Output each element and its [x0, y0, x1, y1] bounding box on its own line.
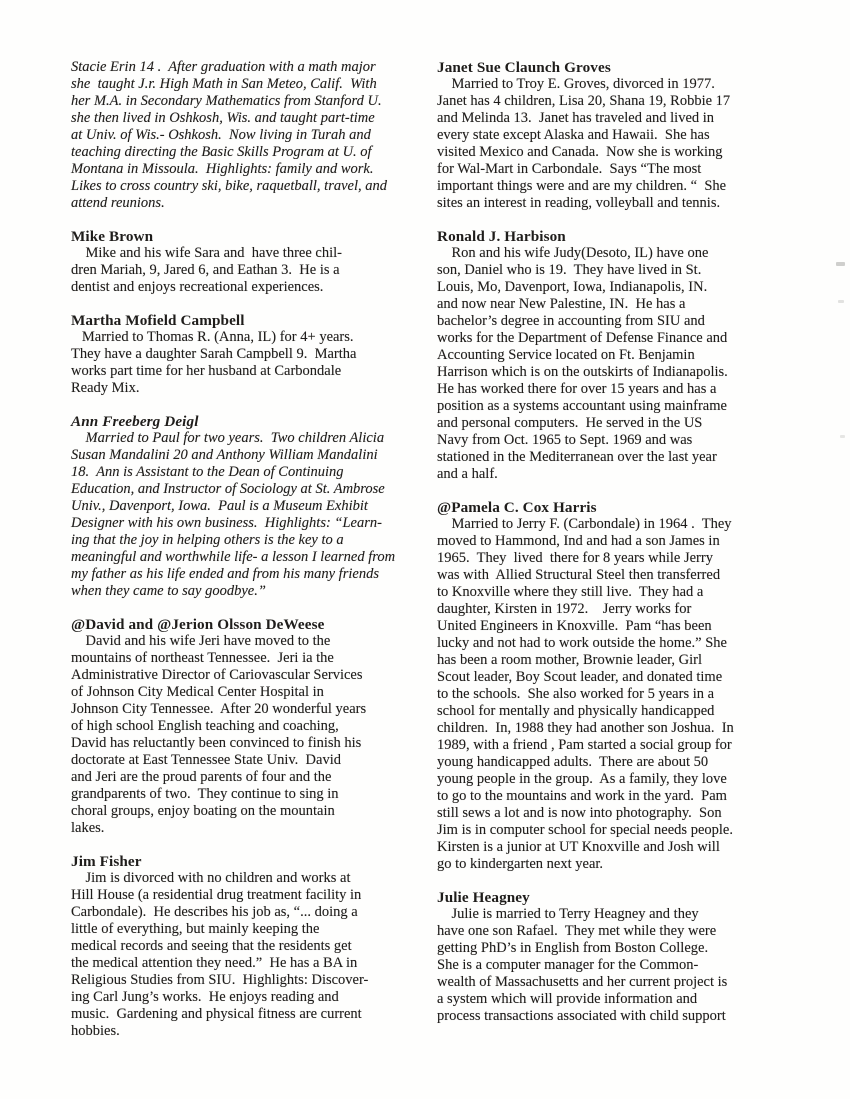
text-line: works part time for her husband at Carbondale [71, 363, 342, 379]
bio-section [71, 616, 427, 837]
text-line: United Engineers in Knoxville. Pam “has been [437, 618, 712, 634]
text-line: Mike and his wife Sara and have three chil- [71, 245, 342, 261]
text-line: Jim is in computer school for special needs people. [437, 822, 733, 838]
text-line: medical records and seeing that the residents get [71, 938, 352, 954]
text-line: Education, and Instructor of Sociology at St. Ambrose [71, 481, 385, 497]
text-line: works for the Department of Defense Finance and [437, 330, 728, 346]
text-line: attend reunions. [71, 195, 165, 211]
bio-heading: Ann Freeberg Deigl [71, 413, 199, 430]
text-line: hobbies. [71, 1023, 120, 1039]
text-line: stationed in the Mediterranean over the last year [437, 449, 717, 465]
text-line: when they came to say goodbye.” [71, 583, 266, 599]
text-line: little of everything, but mainly keeping the [71, 921, 320, 937]
text-line: Montana in Missoula. Highlights: family and work. [71, 161, 374, 177]
right-text-column [437, 59, 793, 1041]
bio-section [71, 312, 427, 397]
text-line: 18. Ann is Assistant to the Dean of Continuing [71, 464, 344, 480]
text-line: David has reluctantly been convinced to finish his [71, 735, 362, 751]
bio-section [71, 413, 427, 600]
text-line: Married to Paul for two years. Two children Alicia [71, 430, 385, 446]
text-line: moved to Hammond, Ind and had a son James in [437, 533, 720, 549]
text-line: Susan Mandalini 20 and Anthony William Mandalini [71, 447, 378, 463]
text-line: was with Allied Structural Steel then transferred [437, 567, 721, 583]
text-line: has been a room mother, Brownie leader, Girl [437, 652, 702, 668]
text-line: Louis, Mo, Davenport, Iowa, Indianapolis, IN. [437, 279, 708, 295]
text-line: He has worked there for over 15 years and has a [437, 381, 717, 397]
text-line: have one son Rafael. They met while they were [437, 923, 717, 939]
bio-section [71, 59, 427, 212]
text-line: son, Daniel who is 19. They have lived in St. [437, 262, 702, 278]
text-line: Likes to cross country ski, bike, raquetball, travel, and [71, 178, 387, 194]
text-line: important things were and are my children. “ She [437, 178, 727, 194]
bio-section [437, 59, 793, 212]
text-line: a system which will provide information and [437, 991, 698, 1007]
text-line: 1989, with a friend , Pam started a social group for [437, 737, 732, 753]
text-line: Jim is divorced with no children and works at [71, 870, 351, 886]
text-line: children. In, 1988 they had another son Joshua. In [437, 720, 734, 736]
bio-section [437, 499, 793, 873]
text-line: lucky and not had to work outside the home.” She [437, 635, 727, 651]
text-line: and Jeri are the proud parents of four and the [71, 769, 332, 785]
text-line: school for mentally and physically handicapped [437, 703, 715, 719]
text-line: and Melinda 13. Janet has traveled and lived in [437, 110, 715, 126]
text-line: young handicapped adults. There are about 50 [437, 754, 709, 770]
text-line: Harrison which is on the outskirts of Indianapolis. [437, 364, 728, 380]
bio-heading: Mike Brown [71, 228, 154, 245]
text-line: 1965. They lived there for 8 years while Jerry [437, 550, 713, 566]
text-line: bachelor’s degree in accounting from SIU and [437, 313, 705, 329]
text-line: she then lived in Oshkosh, Wis. and taught part-time [71, 110, 375, 126]
text-line: and personal computers. He served in the US [437, 415, 703, 431]
text-line: and now near New Palestine, IN. He has a [437, 296, 686, 312]
text-line: Univ., Davenport, Iowa. Paul is a Museum Exhibit [71, 498, 368, 514]
text-line: Administrative Director of Cariovascular Services [71, 667, 363, 683]
text-line: Designer with his own business. Highlights: “Learn- [71, 515, 382, 531]
text-line: Julie is married to Terry Heagney and they [437, 906, 699, 922]
scan-artifact [836, 262, 845, 266]
text-line: Johnson City Tennessee. After 20 wonderful years [71, 701, 367, 717]
text-line: teaching directing the Basic Skills Program at U. of [71, 144, 372, 160]
text-line: young people in the group. As a family, they love [437, 771, 727, 787]
text-line: Carbondale). He describes his job as, “... doing a [71, 904, 358, 920]
bio-heading: Julie Heagney [437, 889, 530, 906]
text-line: She is a computer manager for the Common- [437, 957, 699, 973]
text-line: at Univ. of Wis.- Oshkosh. Now living in Turah and [71, 127, 371, 143]
bio-heading: Janet Sue Claunch Groves [437, 59, 611, 76]
text-line: still sews a lot and is now into photography. Son [437, 805, 722, 821]
left-text-column [71, 59, 427, 1056]
text-line: every state except Alaska and Hawaii. She has [437, 127, 710, 143]
text-line: Married to Troy E. Groves, divorced in 1977. [437, 76, 715, 92]
scan-artifact [838, 300, 844, 303]
text-line: Accounting Service located on Ft. Benjamin [437, 347, 695, 363]
text-line: for Wal-Mart in Carbondale. Says “The most [437, 161, 702, 177]
text-line: daughter, Kirsten in 1972. Jerry works for [437, 601, 692, 617]
text-line: meaningful and worthwhile life- a lesson I learned from [71, 549, 396, 565]
text-line: position as a systems accountant using mainframe [437, 398, 727, 414]
bio-section [437, 889, 793, 1025]
text-line: process transactions associated with child support [437, 1008, 726, 1024]
text-line: grandparents of two. They continue to sing in [71, 786, 339, 802]
text-line: Kirsten is a junior at UT Knoxville and Josh will [437, 839, 720, 855]
text-line: visited Mexico and Canada. Now she is working [437, 144, 723, 160]
text-line: doctorate at East Tennessee State Univ. David [71, 752, 341, 768]
text-line: to Knoxville where they still live. They had a [437, 584, 704, 600]
text-line: dren Mariah, 9, Jared 6, and Eathan 3. He is a [71, 262, 340, 278]
text-line: the medical attention they need.” He has a BA in [71, 955, 358, 971]
bio-section [71, 853, 427, 1040]
text-line: of high school English teaching and coaching, [71, 718, 339, 734]
text-line: Hill House (a residential drug treatment facility in [71, 887, 362, 903]
bio-heading: Martha Mofield Campbell [71, 312, 245, 329]
text-line: choral groups, enjoy boating on the mountain [71, 803, 335, 819]
text-line: music. Gardening and physical fitness are current [71, 1006, 362, 1022]
text-line: Scout leader, Boy Scout leader, and donated time [437, 669, 723, 685]
bio-heading: @David and @Jerion Olsson DeWeese [71, 616, 325, 633]
text-line: mountains of northeast Tennessee. Jeri ia the [71, 650, 334, 666]
text-line: of Johnson City Medical Center Hospital in [71, 684, 324, 700]
text-line: and a half. [437, 466, 498, 482]
bio-section [71, 228, 427, 296]
text-line: go to kindergarten next year. [437, 856, 604, 872]
text-line: ing Carl Jung’s works. He enjoys reading and [71, 989, 339, 1005]
text-line: getting PhD’s in English from Boston College. [437, 940, 709, 956]
text-line: my father as his life ended and from his many friends [71, 566, 379, 582]
scan-artifact [840, 435, 845, 438]
text-line: sites an interest in reading, volleyball and tennis. [437, 195, 721, 211]
bio-heading: Jim Fisher [71, 853, 142, 870]
text-line: dentist and enjoys recreational experiences. [71, 279, 324, 295]
text-line: to the schools. She also worked for 5 years in a [437, 686, 715, 702]
text-line: lakes. [71, 820, 105, 836]
text-line: Stacie Erin 14 . After graduation with a math major [71, 59, 376, 75]
text-line: her M.A. in Secondary Mathematics from Stanford U. [71, 93, 382, 109]
text-line: Janet has 4 children, Lisa 20, Shana 19, Robbie 17 [437, 93, 731, 109]
text-line: They have a daughter Sarah Campbell 9. Martha [71, 346, 357, 362]
text-line: ing that the joy in helping others is the key to a [71, 532, 344, 548]
text-line: Religious Studies from SIU. Highlights: Discover- [71, 972, 369, 988]
text-line: Married to Jerry F. (Carbondale) in 1964 . They [437, 516, 732, 532]
bio-section [437, 228, 793, 483]
text-line: Ready Mix. [71, 380, 140, 396]
text-line: to go to the mountains and work in the yard. Pam [437, 788, 727, 804]
bio-heading: Ronald J. Harbison [437, 228, 566, 245]
text-line: Married to Thomas R. (Anna, IL) for 4+ years. [71, 329, 354, 345]
text-line: she taught J.r. High Math in San Meteo, Calif. With [71, 76, 377, 92]
bio-heading: @Pamela C. Cox Harris [437, 499, 597, 516]
text-line: Ron and his wife Judy(Desoto, IL) have one [437, 245, 709, 261]
text-line: David and his wife Jeri have moved to the [71, 633, 331, 649]
text-line: wealth of Massachusetts and her current project is [437, 974, 728, 990]
text-line: Navy from Oct. 1965 to Sept. 1969 and was [437, 432, 693, 448]
